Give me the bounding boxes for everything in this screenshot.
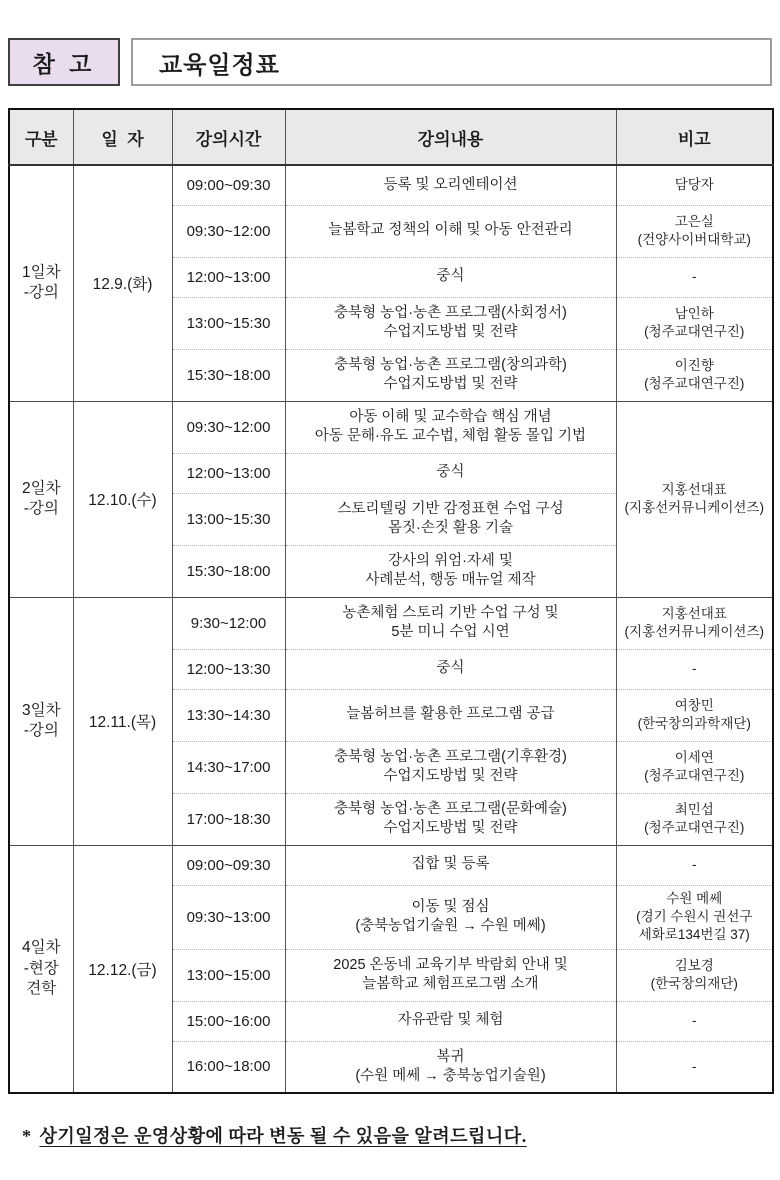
cell-line: (충북농업기술원 → 수원 메쎄): [355, 918, 546, 934]
cell-line: 수업지도방법 및 전략: [383, 376, 518, 392]
footnote-asterisk: *: [22, 1126, 32, 1146]
footnote: [8, 1122, 772, 1148]
date-cell: 12.10.(수): [73, 401, 172, 597]
cell-line: (지홍선커뮤니케이션즈): [624, 624, 764, 639]
time-cell: 13:30~14:30: [172, 689, 285, 741]
remark-cell: [616, 349, 773, 401]
cell-line: -강의: [23, 284, 59, 302]
cell-line: 늘봄허브를 활용한 프로그램 공급: [346, 706, 555, 723]
cell-line: 최민섭: [674, 801, 714, 817]
cell-line: -현장: [23, 959, 59, 977]
content-cell: [285, 1001, 616, 1041]
time-cell: 12:00~13:00: [172, 257, 285, 297]
cell-line: 아동 문해·유도 교수법, 체험 활동 몰입 기법: [314, 428, 587, 444]
cell-line: 복귀: [436, 1048, 465, 1065]
table-header: [9, 109, 773, 165]
cell-line: 늘봄학교 정책의 이해 및 아동 안전관리: [328, 222, 573, 239]
time-cell: 15:30~18:00: [172, 545, 285, 597]
schedule-table: [8, 108, 774, 1094]
day-label-cell: [9, 401, 73, 597]
content-cell: [285, 885, 616, 949]
cell-line: 등록 및 오리엔테이션: [383, 176, 518, 193]
remark-cell: [616, 597, 773, 649]
cell-line: 지홍선대표: [661, 481, 727, 497]
content-cell: [285, 949, 616, 1001]
column-header-0: 구분: [9, 109, 73, 165]
schedule-row-day3-1: [9, 597, 773, 649]
content-cell: [285, 401, 616, 453]
cell-line: 늘봄학교 체험프로그램 소개: [362, 976, 539, 992]
remark-cell: [616, 845, 773, 885]
content-cell: [285, 545, 616, 597]
cell-line: 지홍선대표: [661, 605, 727, 621]
content-cell: [285, 741, 616, 793]
content-cell: [285, 597, 616, 649]
cell-line: (청주교대연구진): [644, 820, 745, 835]
cell-line: 이세연: [674, 749, 714, 765]
cell-line: (청주교대연구진): [644, 376, 745, 391]
table-body: [9, 165, 773, 1093]
cell-line: -: [692, 660, 697, 676]
column-header-2: 강의시간: [172, 109, 285, 165]
cell-line: 충북형 농업·농촌 프로그램(기후환경): [334, 748, 567, 765]
cell-line: -: [692, 268, 697, 284]
cell-line: 수원 메쎄: [666, 890, 723, 906]
content-cell: [285, 257, 616, 297]
remark-cell: [616, 1041, 773, 1093]
time-cell: 9:30~12:00: [172, 597, 285, 649]
content-cell: [285, 297, 616, 349]
cell-line: 중식: [436, 268, 465, 285]
cell-line: 집합 및 등록: [411, 856, 490, 873]
time-cell: 09:30~12:00: [172, 205, 285, 257]
cell-line: 고은실: [674, 213, 714, 229]
cell-line: 사례분석, 행동 매뉴얼 제작: [365, 572, 536, 588]
cell-line: -: [692, 856, 697, 872]
content-cell: [285, 689, 616, 741]
cell-line: 몸짓·손짓 활용 기술: [388, 520, 513, 536]
remark-cell: [616, 949, 773, 1001]
cell-line: 김보경: [674, 957, 714, 973]
cell-line: 담당자: [674, 177, 714, 193]
cell-line: 이진향: [674, 357, 714, 373]
cell-line: -: [692, 1058, 697, 1074]
day-label-cell: [9, 845, 73, 1093]
cell-line: 수업지도방법 및 전략: [383, 768, 518, 784]
time-cell: 17:00~18:30: [172, 793, 285, 845]
date-cell: 12.9.(화): [73, 165, 172, 401]
content-cell: [285, 205, 616, 257]
document-header: [8, 38, 772, 86]
remark-cell: [616, 1001, 773, 1041]
page-title: 교육일정표: [131, 38, 772, 86]
time-cell: 09:30~12:00: [172, 401, 285, 453]
cell-line: (지홍선커뮤니케이션즈): [624, 500, 764, 515]
time-cell: 14:30~17:00: [172, 741, 285, 793]
content-cell: [285, 649, 616, 689]
cell-line: (한국창의과학재단): [637, 716, 751, 731]
cell-line: -강의: [23, 722, 59, 739]
cell-line: 자유관람 및 체험: [397, 1012, 504, 1029]
remark-cell: [616, 257, 773, 297]
footnote-text: 상기일정은 운영상황에 따라 변동 될 수 있음을 알려드립니다.: [39, 1126, 527, 1146]
content-cell: [285, 349, 616, 401]
cell-line: 남인하: [674, 305, 714, 321]
cell-line: 2일차: [21, 479, 61, 497]
remark-cell: [616, 205, 773, 257]
date-cell: 12.11.(목): [73, 597, 172, 845]
time-cell: 09:30~13:00: [172, 885, 285, 949]
cell-line: 중식: [436, 464, 465, 481]
remark-cell: [616, 689, 773, 741]
content-cell: [285, 165, 616, 205]
schedule-row-day4-1: [9, 845, 773, 885]
day-label-cell: [9, 597, 73, 845]
cell-line: 2025 온동네 교육기부 박람회 안내 및: [333, 956, 568, 973]
cell-line: (수원 메쎄 → 충북농업기술원): [355, 1067, 546, 1084]
time-cell: 12:00~13:00: [172, 453, 285, 493]
cell-line: 아동 이해 및 교수학습 핵심 개념: [349, 408, 552, 425]
content-cell: [285, 453, 616, 493]
column-header-3: 강의내용: [285, 109, 616, 165]
cell-line: 여창민: [674, 697, 714, 713]
date-cell: 12.12.(금): [73, 845, 172, 1093]
header-row: [9, 109, 773, 165]
cell-line: -: [692, 1012, 697, 1028]
cell-line: (청주교대연구진): [644, 324, 745, 339]
cell-line: (한국창의재단): [650, 976, 738, 991]
reference-badge: 참 고: [8, 38, 120, 86]
remark-cell: [616, 793, 773, 845]
schedule-row-day1-1: [9, 165, 773, 205]
content-cell: [285, 493, 616, 545]
content-cell: [285, 793, 616, 845]
day-label-cell: [9, 165, 73, 401]
time-cell: 13:00~15:30: [172, 297, 285, 349]
cell-line: 견학: [26, 979, 57, 997]
cell-line: 5분 미니 수업 시연: [391, 624, 510, 640]
cell-line: 1일차: [21, 263, 61, 281]
remark-cell: [616, 885, 773, 949]
cell-line: 4일차: [21, 939, 61, 957]
cell-line: 수업지도방법 및 전략: [383, 324, 518, 340]
column-header-4: 비고: [616, 109, 773, 165]
content-cell: [285, 845, 616, 885]
content-cell: [285, 1041, 616, 1093]
cell-line: (건양사이버대학교): [637, 232, 751, 247]
cell-line: 농촌체험 스토리 기반 수업 구성 및: [342, 604, 559, 621]
cell-line: (청주교대연구진): [644, 768, 745, 783]
remark-cell: [616, 165, 773, 205]
time-cell: 15:00~16:00: [172, 1001, 285, 1041]
cell-line: 중식: [436, 660, 465, 677]
time-cell: 13:00~15:30: [172, 493, 285, 545]
time-cell: 16:00~18:00: [172, 1041, 285, 1093]
cell-line: 스토리텔링 기반 감정표현 수업 구성: [337, 500, 564, 517]
cell-line: 3일차: [21, 701, 61, 719]
remark-cell: [616, 401, 773, 597]
cell-line: 강사의 위엄·자세 및: [388, 552, 513, 569]
remark-cell: [616, 297, 773, 349]
cell-line: (경기 수원시 권선구: [636, 908, 753, 924]
time-cell: 15:30~18:00: [172, 349, 285, 401]
column-header-1: 일 자: [73, 109, 172, 165]
time-cell: 13:00~15:00: [172, 949, 285, 1001]
cell-line: 이동 및 점심: [411, 898, 490, 915]
remark-cell: [616, 649, 773, 689]
time-cell: 12:00~13:30: [172, 649, 285, 689]
remark-cell: [616, 741, 773, 793]
cell-line: -강의: [23, 500, 59, 517]
cell-line: 충북형 농업·농촌 프로그램(문화예술): [334, 800, 567, 817]
cell-line: 수업지도방법 및 전략: [383, 820, 518, 836]
cell-line: 세화로134번길 37): [638, 927, 750, 943]
cell-line: 충북형 농업·농촌 프로그램(창의과학): [334, 356, 567, 373]
schedule-row-day2-1: [9, 401, 773, 453]
cell-line: 충북형 농업·농촌 프로그램(사회정서): [334, 304, 567, 321]
time-cell: 09:00~09:30: [172, 845, 285, 885]
time-cell: 09:00~09:30: [172, 165, 285, 205]
